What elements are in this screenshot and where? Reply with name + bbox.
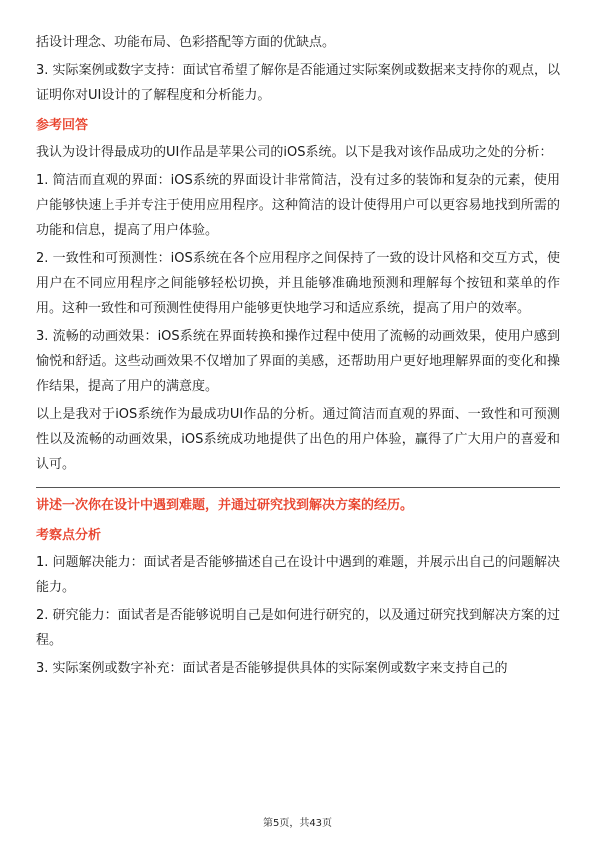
answer-conclusion: 以上是我对于iOS系统作为最成功UI作品的分析。通过简洁而直观的界面、一致性和可预测性以及流畅的动画效果，iOS系统成功地提供了出色的用户体验，赢得了广大用户的喜爱和认可。 [36, 407, 560, 472]
analysis-point-1: 1. 问题解决能力：面试者是否能够描述自己在设计中遇到的难题，并展示出自己的问题解决能力。 [36, 555, 560, 595]
analysis-point-3-previous: 3. 实际案例或数字支持：面试官希望了解你是否能通过实际案例或数据来支持你的观点，以证明你对UI设计的了解程度和分析能力。 [36, 63, 560, 103]
continued-paragraph: 括设计理念、功能布局、色彩搭配等方面的优缺点。 [36, 35, 336, 50]
answer-intro: 我认为设计得最成功的UI作品是苹果公司的iOS系统。以下是我对该作品成功之处的分析： [36, 145, 553, 160]
section-divider [36, 487, 560, 488]
answer-point-3: 3. 流畅的动画效果：iOS系统在界面转换和操作过程中使用了流畅的动画效果，使用户感到愉悦和舒适。这些动画效果不仅增加了界面的美感，还帮助用户更好地理解界面的变化和操作结果，提高了用户的满意度。 [36, 329, 560, 394]
answer-point-2: 2. 一致性和可预测性：iOS系统在各个应用程序之间保持了一致的设计风格和交互方式，使用户在不同应用程序之间能够轻松切换，并且能够准确地预测和理解每个按钮和菜单的作用。这种一致性和可预测性使得用户能够更快地学习和适应系统，提高了用户的效率。 [36, 251, 560, 316]
analysis-point-2: 2. 研究能力：面试者是否能够说明自己是如何进行研究的，以及通过研究找到解决方案的过程。 [36, 608, 560, 648]
page-number-footer: 第5页，共43页 [262, 818, 333, 829]
analysis-point-3: 3. 实际案例或数字补充：面试者是否能够提供具体的实际案例或数字来支持自己的 [36, 661, 508, 676]
question-heading: 讲述一次你在设计中遇到难题，并通过研究找到解决方案的经历。 [36, 498, 414, 513]
answer-heading: 参考回答 [36, 118, 89, 133]
analysis-heading: 考察点分析 [36, 528, 102, 543]
answer-point-1: 1. 简洁而直观的界面：iOS系统的界面设计非常简洁，没有过多的装饰和复杂的元素，使用户能够快速上手并专注于使用应用程序。这种简洁的设计使得用户可以更容易地找到所需的功能和信息，提高了用户体验。 [36, 173, 560, 238]
page-content [36, 30, 560, 684]
